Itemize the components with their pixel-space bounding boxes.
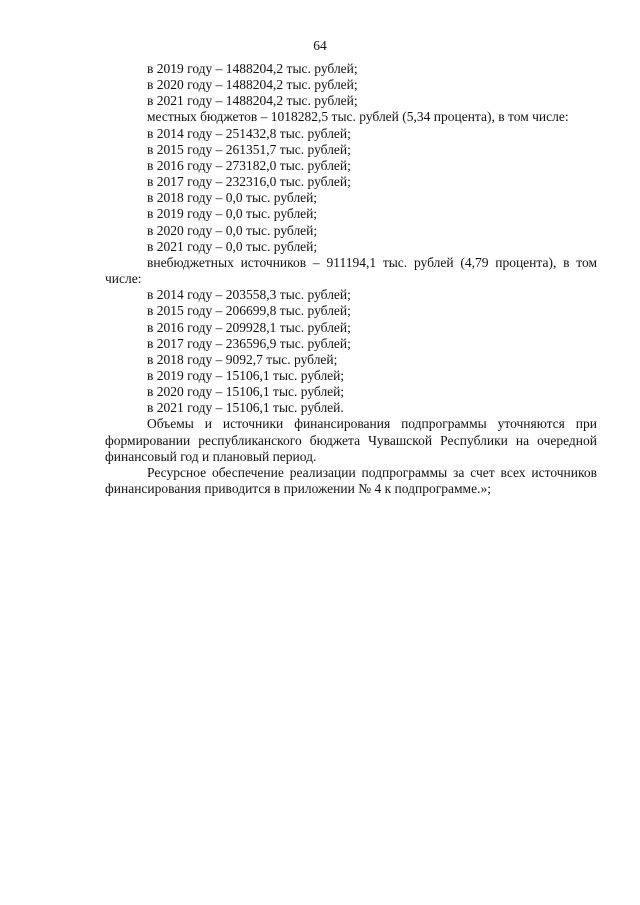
funding-line: в 2020 году – 1488204,2 тыс. рублей; [147, 77, 358, 93]
funding-line: в 2021 году – 1488204,2 тыс. рублей; [147, 93, 358, 109]
funding-line: в 2021 году – 15106,1 тыс. рублей. [147, 400, 344, 416]
funding-line: в 2019 году – 15106,1 тыс. рублей; [147, 367, 345, 383]
funding-line: в 2016 году – 273182,0 тыс. рублей; [147, 157, 351, 173]
volumes-paragraph: Объемы и источники финансирования подпрограммы уточняются при формировании республиканского бюджета Чувашской Республики на очередной финансовый год и плановый период. [105, 416, 597, 464]
funding-line: в 2015 году – 261351,7 тыс. рублей; [147, 141, 351, 157]
funding-line: в 2020 году – 15106,1 тыс. рублей; [147, 384, 345, 400]
funding-line: в 2019 году – 1488204,2 тыс. рублей; [147, 61, 358, 76]
funding-line: в 2016 году – 209928,1 тыс. рублей; [147, 319, 351, 335]
offbudget-sources-paragraph: внебюджетных источников – 911194,1 тыс. рублей (4,79 процента), в том числе: [105, 254, 597, 287]
funding-line: в 2017 году – 232316,0 тыс. рублей; [147, 174, 351, 190]
page-number: 64 [313, 38, 327, 53]
funding-line: в 2020 году – 0,0 тыс. рублей; [147, 222, 318, 238]
funding-line: в 2015 году – 206699,8 тыс. рублей; [147, 303, 351, 319]
funding-line: в 2014 году – 203558,3 тыс. рублей; [147, 287, 351, 303]
funding-line: в 2018 году – 0,0 тыс. рублей; [147, 190, 318, 206]
resources-paragraph: Ресурсное обеспечение реализации подпрограммы за счет всех источников финансирования приводится в приложении № 4 к подпрограмме.»; [105, 464, 597, 497]
funding-line: в 2017 году – 236596,9 тыс. рублей; [147, 335, 351, 351]
local-budgets-line: местных бюджетов – 1018282,5 тыс. рублей (5,34 процента), в том числе: [147, 109, 569, 125]
funding-line: в 2018 году – 9092,7 тыс. рублей; [147, 351, 338, 367]
funding-line: в 2014 году – 251432,8 тыс. рублей; [147, 125, 351, 141]
funding-line: в 2021 году – 0,0 тыс. рублей; [147, 238, 318, 254]
document-body [105, 61, 597, 497]
funding-line: в 2019 году – 0,0 тыс. рублей; [147, 206, 318, 222]
